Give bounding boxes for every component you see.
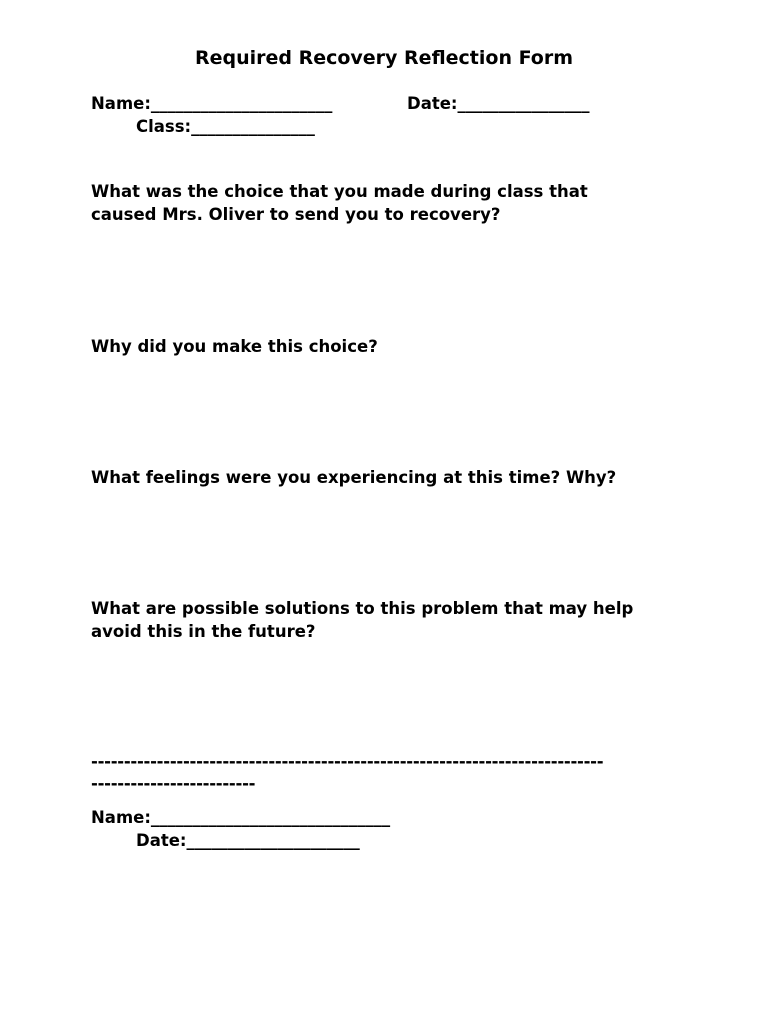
receipt-name-field: Name:_____________________________ [91,808,391,827]
question-line: What was the choice that you made during class that [91,182,588,201]
cut-line: ------------------------- [91,774,256,793]
class-field: Class:_______________ [136,117,315,136]
question-solutions [91,597,691,643]
question-line: caused Mrs. Oliver to send you to recovery? [91,205,501,224]
question-line: Why did you make this choice? [91,337,378,356]
cut-line: ------------------------------------------------------------------------------ [91,752,604,771]
date-field: Date:________________ [407,94,590,113]
question-feelings [91,466,691,489]
question-choice [91,180,691,226]
question-line: avoid this in the future? [91,622,316,641]
receipt-date-field: Date:_____________________ [136,831,360,850]
question-line: What feelings were you experiencing at this time? Why? [91,468,617,487]
question-why [91,335,691,358]
name-field: Name:______________________ [91,94,333,113]
question-line: What are possible solutions to this problem that may help [91,599,634,618]
form-title: Required Recovery Reflection Form [194,47,574,69]
